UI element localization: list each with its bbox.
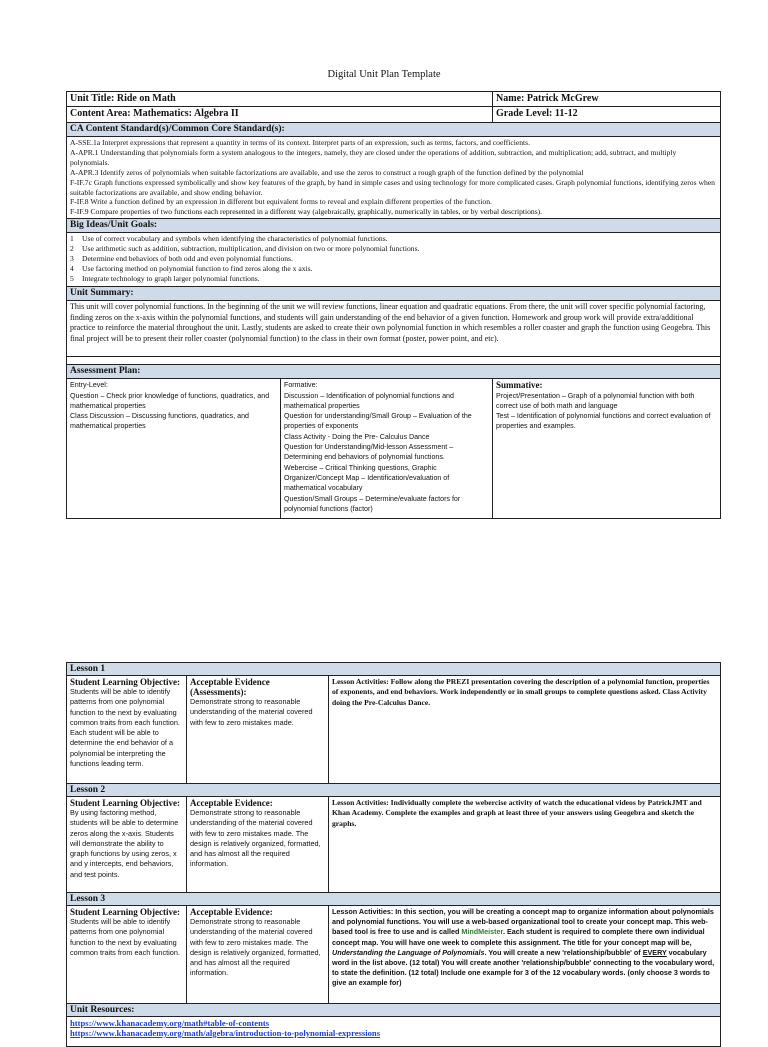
standard-item: A-APR.3 Identify zeros of polynomials when suitable factorizations are available, and use the zeros to construct a rough graph of the function defined by the polynomial xyxy=(70,167,584,177)
teacher-name: Name: Patrick McGrew xyxy=(493,92,721,107)
content-area: Content Area: Mathematics: Algebra II xyxy=(67,107,493,123)
big-idea-item: 2 Use arithmetic such as addition, subtraction, multiplication, and division on two or more polynomial functions. xyxy=(70,244,420,254)
assessment-summative: Summative: Project/Presentation – Graph of a polynomial function with both correct use of both math and language Test – Identification of polynomial functions and correct evaluation of properties and examples. xyxy=(493,379,721,519)
standards-list xyxy=(67,137,721,219)
big-idea-item: 3 Determine end behaviors of both odd and even polynomial functions. xyxy=(70,254,293,264)
lesson-2-objective: Student Learning Objective: By using factoring method, students will be able to determine zeros along the x-axis. Students will demonstrate the ability to graph functions by using zeros, x and y intercepts, end behaviors, and test points. xyxy=(67,797,187,893)
standard-item: F-IF.7c Graph functions expressed symbolically and show key features of the graph, by hand in simple cases and using technology for more complicated cases. Graph polynomial functions, identifying zeros when suitable factorizations are available, and show ending behavior. xyxy=(70,177,715,197)
lessons-table xyxy=(66,662,721,1047)
lesson-1-objective: Student Learning Objective: Students will be able to identify patterns from one polynomial function to the next by evaluating common traits from each function. Each student will be able to determine the end behavior of a polynomial be interpreting the functions leading term. xyxy=(67,676,187,784)
lesson-3-objective: Student Learning Objective: Students will be able to identify patterns from one polynomial function to the next by evaluating common traits from each function. xyxy=(67,906,187,1004)
assessment-header: Assessment Plan: xyxy=(67,365,721,379)
lesson-2-activities: Lesson Activities: Individually complete the webercise activity of watch the educational videos by PatrickJMT and Khan Academy. Complete the examples and graph at least three of your answers using Geogebra and sketch the graphs. xyxy=(329,797,721,893)
unit-plan-table xyxy=(66,91,721,519)
resources-list xyxy=(67,1017,721,1047)
lesson-3-activities: Lesson Activities: In this section, you will be creating a concept map to organize information about polynomials and polynomial functions. You will use a web-based organizational tool to create your concept map. This web-based tool is free to use and is called MindMeister. Each student is required to complete there own individual concept map. You will have one week to complete this assignment. The title for your concept map will be, Understanding the Language of Polynomials. You will create a new 'relationship/bubble' of EVERY vocabulary word in the list above. (12 total) You will create another 'relationship/bubble' connecting to the vocabulary word, to state the definition. (12 total) Include one example for 3 of the 12 vocabulary words. (only choose 3 words to give an example for) xyxy=(329,906,721,1004)
resource-link[interactable]: https://www.khanacademy.org/math/algebra/introduction-to-polynomial-expressions xyxy=(70,1028,381,1038)
lesson-1-evidence: Acceptable Evidence (Assessments): Demonstrate strong to reasonable understanding of the material covered with few to zero mistakes made. xyxy=(187,676,329,784)
standard-item: F-IF.9 Compare properties of two functions each represented in a different way (algebraically, graphically, numerically in tables, or by verbal descriptions). xyxy=(70,207,543,217)
grade-level: Grade Level: 11-12 xyxy=(493,107,721,123)
big-idea-item: 4 Use factoring method on polynomial function to find zeros along the x axis. xyxy=(70,263,313,273)
lesson-3-evidence: Acceptable Evidence: Demonstrate strong to reasonable understanding of the material covered with few to zero mistakes made. The design is relatively organized, formatted, and has almost all the required information. xyxy=(187,906,329,1004)
standard-item: A-APR.1 Understanding that polynomials form a system analogous to the integers, namely, they are closed under the operations of addition, subtraction, and multiplication; add, subtract, and multiply polynomials. xyxy=(70,147,677,167)
resources-header: Unit Resources: xyxy=(67,1004,721,1017)
big-idea-item: 5 Integrate technology to graph larger polynomial functions. xyxy=(70,273,260,283)
standard-item: F-IF.8 Write a function defined by an expression in different but equivalent forms to reveal and explain different properties of the function. xyxy=(70,197,492,207)
resource-link[interactable]: https://www.khanacademy.org/math#table-of-contents xyxy=(70,1018,270,1028)
lesson-2-evidence: Acceptable Evidence: Demonstrate strong to reasonable understanding of the material covered with few to zero mistakes made. The design is relatively organized, formatted, and has almost all the required information. xyxy=(187,797,329,893)
lesson-1-activities: Lesson Activities: Follow along the PREZI presentation covering the description of a polynomial function, properties of exponents, and end behaviors. Work independently or in small groups to complete questions asked. Class Activity doing the Pre-Calculus Dance. xyxy=(329,676,721,784)
assessment-formative: Formative: Discussion – Identification of polynomial functions and mathematical properties Question for understanding/Small Group – Evaluation of the properties of exponents Class Activity - Doing the Pre- Calculus Dance Question for Understanding/Mid-lesson Assessment – Determining end behaviors of polynomial functions. Webercise – Critical Thinking questions, Graphic Organizer/Concept Map – Identification/evaluation of mathematical vocabulary Question/Small Groups – Determine/evaluate factors for polynomial functions (factor) xyxy=(281,379,493,519)
assessment-entry: Entry-Level: Question – Check prior knowledge of functions, quadratics, and mathematical properties Class Discussion – Discussing functions, quadratics, and mathematical properties xyxy=(67,379,281,519)
unit-title: Unit Title: Ride on Math xyxy=(67,92,493,107)
document-title: Digital Unit Plan Template xyxy=(327,69,441,80)
lesson-1-header: Lesson 1 xyxy=(67,663,721,676)
standards-header: CA Content Standard(s)/Common Core Standard(s): xyxy=(67,123,721,137)
lesson-2-header: Lesson 2 xyxy=(67,784,721,797)
unit-summary: This unit will cover polynomial functions. In the beginning of the unit we will review functions, linear equation and quadratic equations. From there, the unit will cover specific polynomial factoring, finding zeros on the x-axis within the polynomial functions, and students will gain understanding of the end behavior of a given function. Homework and group work will provide extra/additional practice to reinforce the material throughout the unit. Lastly, students are asked to create their own polynomial function in which resembles a roller coaster and graph the function using Geogebra. This final project will be to present their roller coaster (polynomial function) to the class in their own format (poster, power point, and etc). xyxy=(67,301,721,357)
summary-header: Unit Summary: xyxy=(67,287,721,301)
mindmeister-link[interactable]: MindMeister xyxy=(461,927,503,937)
lesson-3-header: Lesson 3 xyxy=(67,893,721,906)
standard-item: A-SSE.1a Interpret expressions that represent a quantity in terms of its context. Interpret parts of an expression, such as terms, factors, and coefficients. xyxy=(70,138,530,147)
big-ideas-list xyxy=(67,233,721,287)
big-ideas-header: Big Ideas/Unit Goals: xyxy=(67,219,721,233)
big-idea-item: 1 Use of correct vocabulary and symbols when identifying the characteristics of polynomial functions. xyxy=(70,234,388,244)
